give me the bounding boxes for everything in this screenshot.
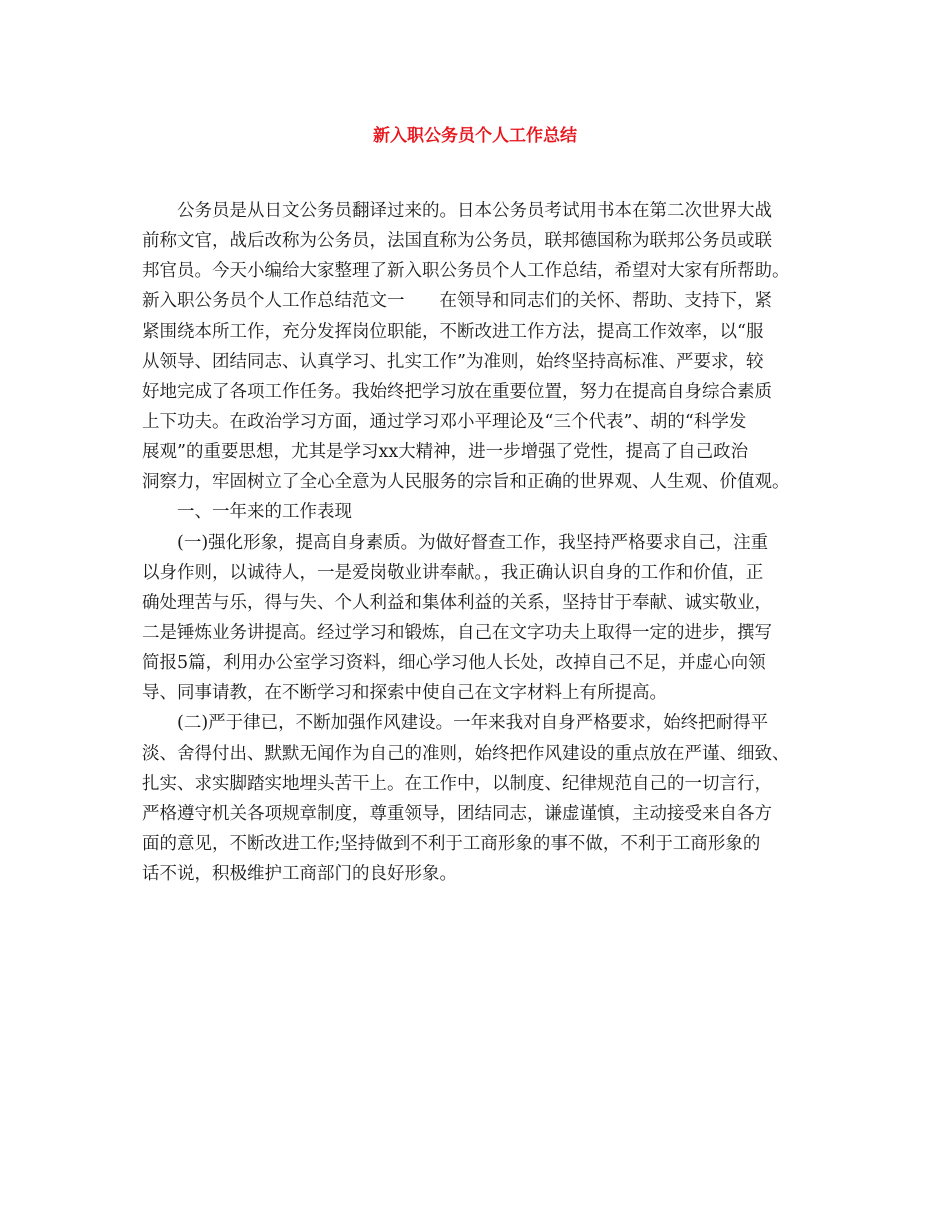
body-line: 邦官员。今天小编给大家整理了新入职公务员个人工作总结，希望对大家有所帮助。 [142,261,790,282]
body-line: 确处理苦与乐，得与失、个人利益和集体利益的关系，坚持甘于奉献、诚实敬业， [142,592,772,613]
body-line: 淡、舍得付出、默默无闻作为自己的准则，始终把作风建设的重点放在严谨、细致、 [142,743,790,764]
body-line: 展观”的重要思想，尤其是学习xx大精神，进一步增强了党性，提高了自己政治 [142,442,749,463]
body-line: 扎实、求实脚踏实地埋头苦干上。在工作中，以制度、纪律规范自己的一切言行， [142,773,772,794]
body-line: 从领导、团结同志、认真学习、扎实工作”为准则，始终坚持高标准、严要求，较 [142,351,764,372]
document-title: 新入职公务员个人工作总结 [373,126,577,146]
body-line: 面的意见，不断改进工作;坚持做到不利于工商形象的事不做，不利于工商形象的 [142,833,761,854]
body-line: 二是锤炼业务讲提高。经过学习和锻炼，自己在文字功夫上取得一定的进步，撰写 [142,622,772,643]
document-body [142,196,842,889]
body-line: 洞察力，牢固树立了全心全意为人民服务的宗旨和正确的世界观、人生观、价值观。 [142,472,790,493]
body-line: (二)严于律已，不断加强作风建设。一年来我对自身严格要求，始终把耐得平 [177,713,769,734]
body-line: 公务员是从日文公务员翻译过来的。日本公务员考试用书本在第二次世界大战 [177,201,772,221]
section-heading: 一、一年来的工作表现 [177,502,352,523]
body-line: 好地完成了各项工作任务。我始终把学习放在重要位置，努力在提高自身综合素质 [142,381,772,402]
body-line: 新入职公务员个人工作总结范文一 在领导和同志们的关怀、帮助、支持下，紧 [142,291,772,312]
body-line: 紧围绕本所工作，充分发挥岗位职能，不断改进工作方法，提高工作效率，以“服 [142,321,764,342]
body-line: 前称文官，战后改称为公务员，法国直称为公务员，联邦德国称为联邦公务员或联 [142,231,772,252]
body-line: 话不说，积极维护工商部门的良好形象。 [142,864,457,885]
body-line: 上下功夫。在政治学习方面，通过学习邓小平理论及“三个代表”、胡的“科学发 [142,411,747,432]
body-line: 简报5篇，利用办公室学习资料，细心学习他人长处，改掉自己不足，并虚心向领 [142,653,766,674]
body-line: 导、同事请教，在不断学习和探索中使自己在文字材料上有所提高。 [142,683,667,704]
body-line: (一)强化形象，提高自身素质。为做好督查工作，我坚持严格要求自己，注重 [177,532,769,553]
body-line: 严格遵守机关各项规章制度，尊重领导，团结同志，谦虚谨慎，主动接受来自各方 [142,803,772,824]
body-line: 以身作则，以诚待人，一是爱岗敬业讲奉献。，我正确认识自身的工作和价值，正 [142,562,764,583]
